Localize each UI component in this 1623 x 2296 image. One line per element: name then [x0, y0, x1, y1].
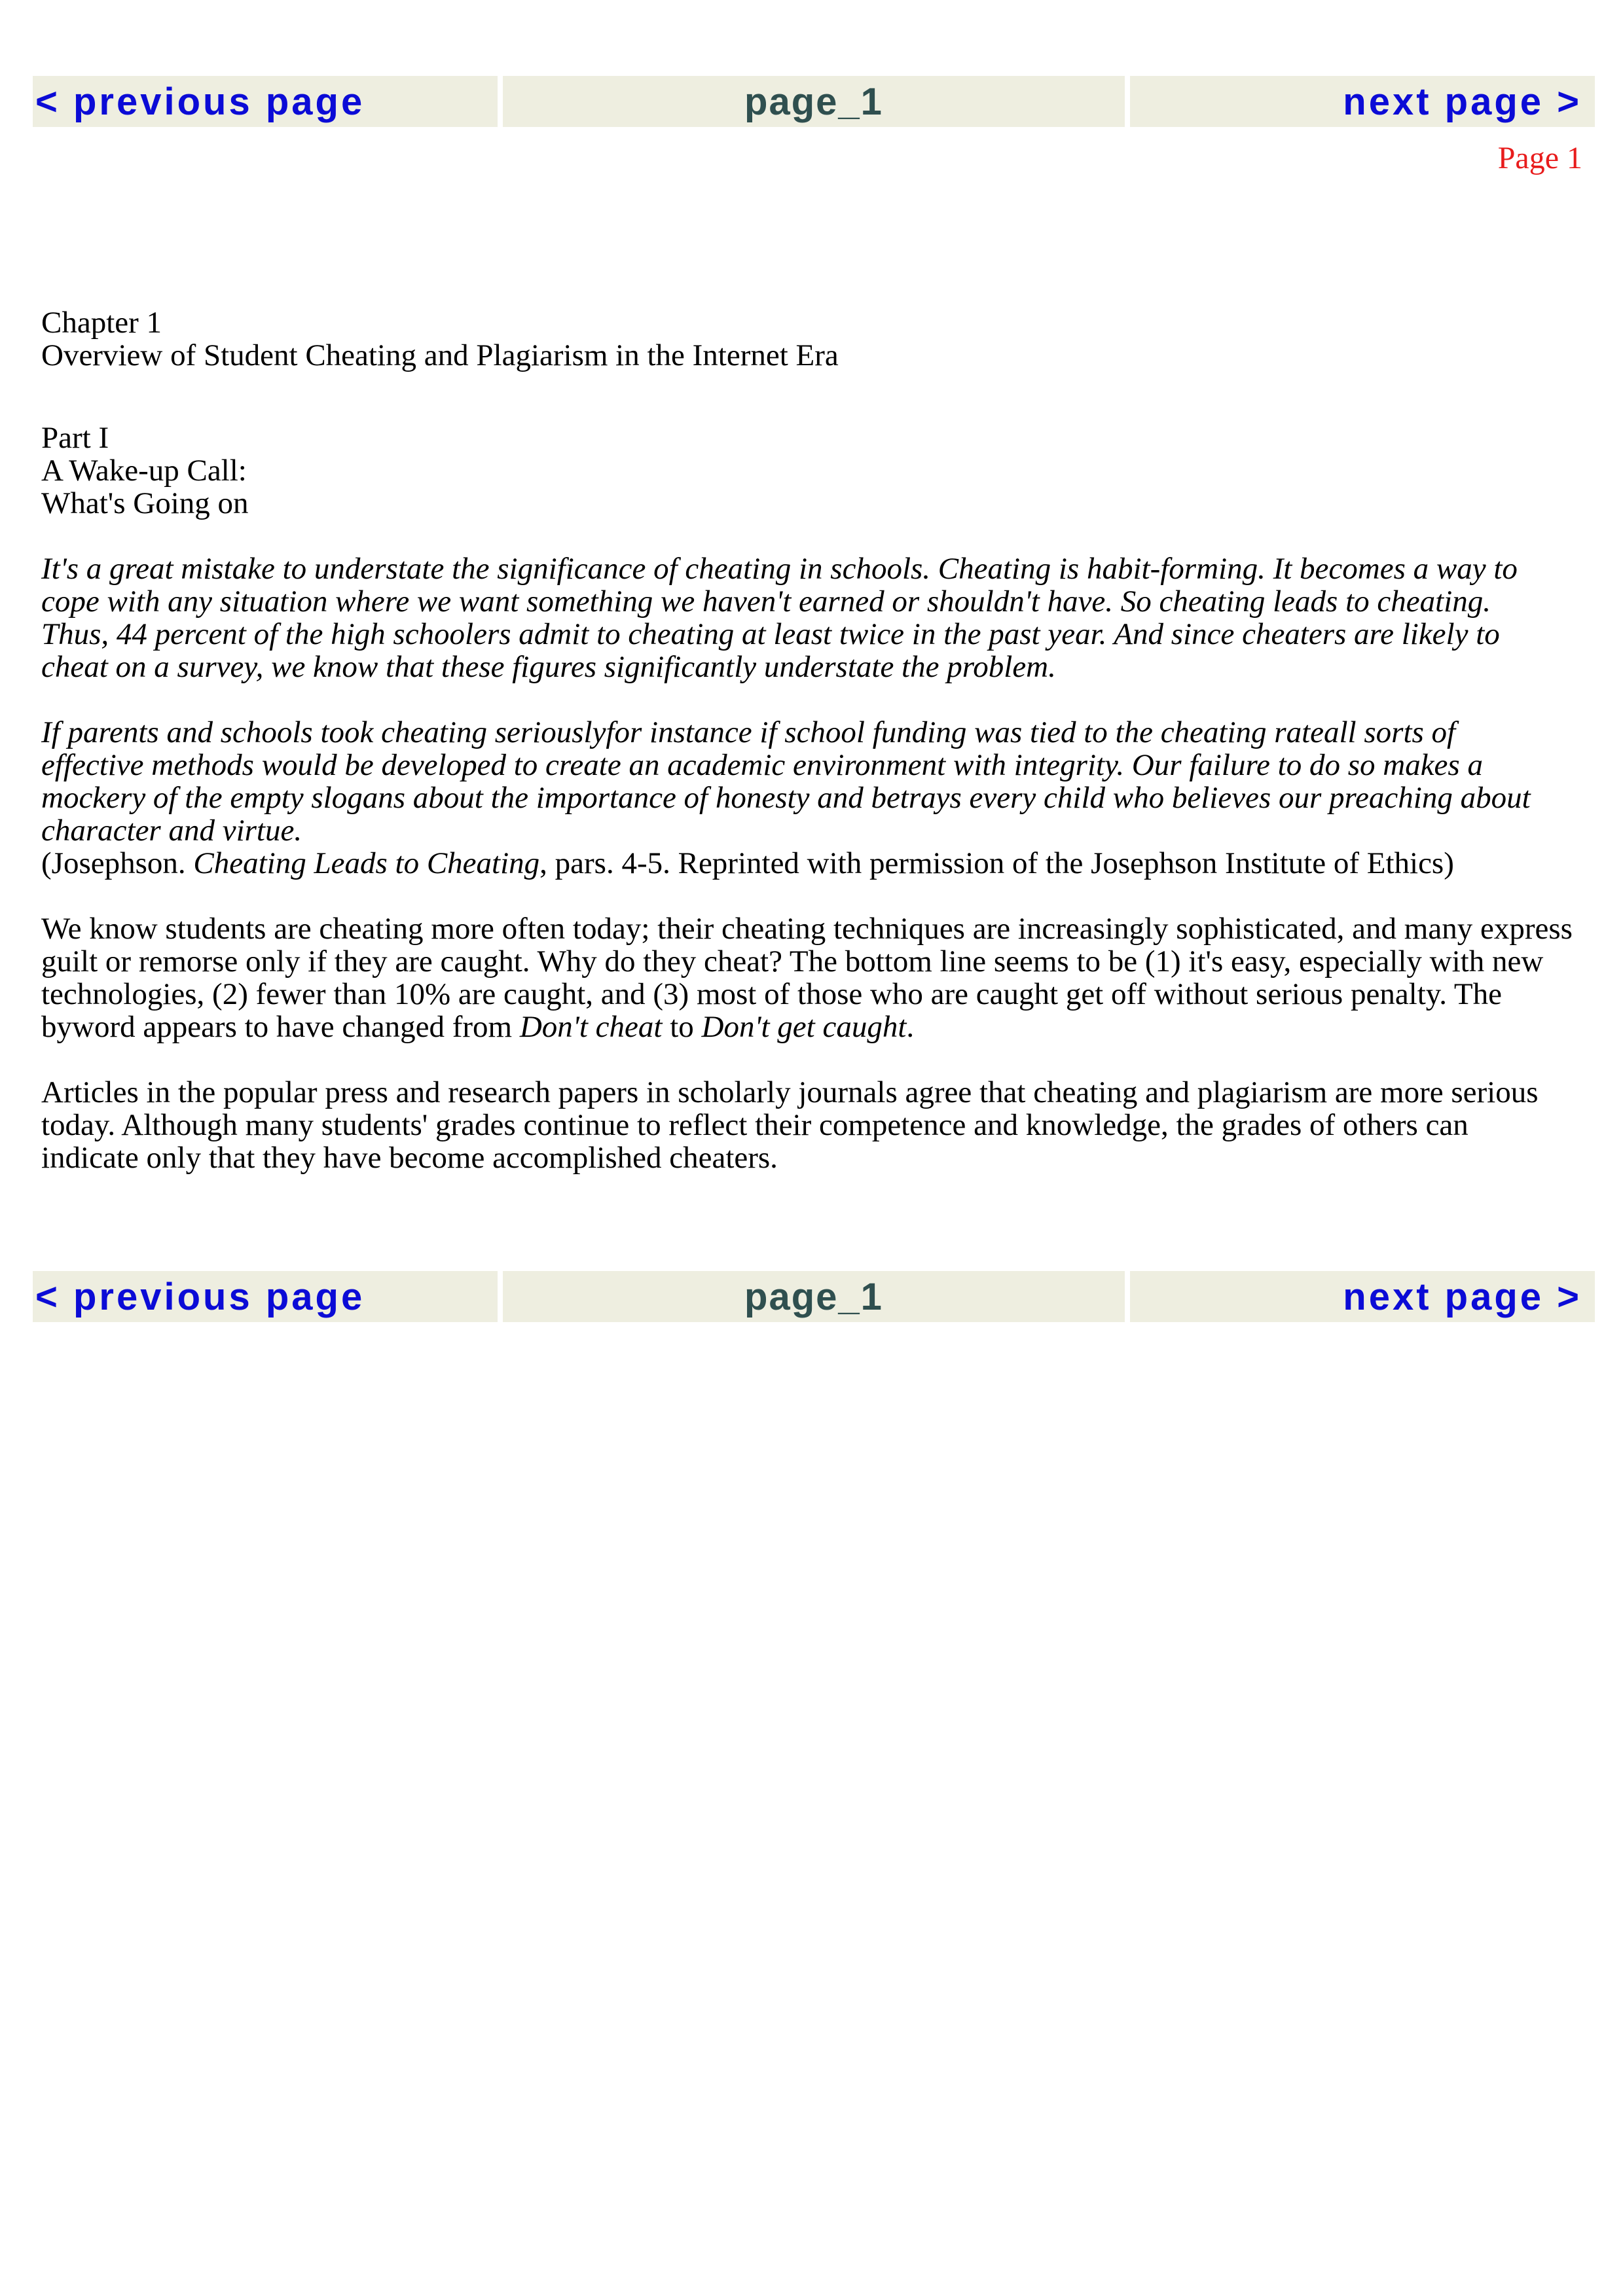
document-content: [41, 306, 1573, 1174]
chapter-label: Chapter 1: [41, 306, 162, 340]
citation-prefix: (Josephson.: [41, 846, 194, 880]
page-number-marker: Page 1: [1497, 141, 1582, 175]
previous-page-link[interactable]: < previous page: [33, 1271, 498, 1322]
previous-page-link[interactable]: < previous page: [33, 76, 498, 127]
part-title-line-1: A Wake-up Call:: [41, 454, 247, 488]
epigraph-paragraph-2: If parents and schools took cheating seriouslyfor instance if school funding was tied to the cheating rateall sorts of effective methods would be developed to create an academic environment with integrity. Our failure to do so makes a mockery of the empty slogans about the importance of honesty and betrays every child who believes our preaching about character and virtue.: [41, 715, 1531, 848]
epigraph-paragraph-1: It's a great mistake to understate the significance of cheating in schools. Cheating is habit-forming. It becomes a way to cope with any situation where we want something we haven't earned or shouldn't have. So cheating leads to cheating. Thus, 44 percent of the high schoolers admit to cheating at least twice in the past year. And since cheaters are likely to cheat on a survey, we know that these figures significantly understate the problem.: [41, 552, 1518, 684]
body-paragraph-1-connector: to: [662, 1010, 702, 1044]
current-page-label: page_1: [503, 1271, 1125, 1322]
epigraph-citation: [41, 847, 1514, 880]
next-page-link[interactable]: next page >: [1130, 76, 1595, 127]
next-page-link[interactable]: next page >: [1130, 1271, 1595, 1322]
body-paragraph-1: [41, 912, 1573, 1043]
citation-suffix: , pars. 4-5. Reprinted with permission of the Josephson Institute of Ethics): [539, 846, 1454, 880]
body-paragraph-1-emphasis-1: Don't cheat: [519, 1010, 663, 1044]
body-paragraph-1-end: .: [906, 1010, 915, 1044]
chapter-title: Overview of Student Cheating and Plagiarism in the Internet Era: [41, 338, 839, 372]
bottom-navigation-bar: [33, 1271, 1595, 1322]
part-title-line-2: What's Going on: [41, 486, 249, 520]
body-paragraph-1-text: We know students are cheating more often today; their cheating techniques are increasingly sophisticated, and many express guilt or remorse only if they are caught. Why do they cheat? The bottom line seems to be (1) it's easy, especially with new technologies, (2) fewer than 10% are caught, and (3) most of those who are caught get off without serious penalty. The byword appears to have changed from: [41, 912, 1573, 1044]
part-label: Part I: [41, 421, 109, 455]
body-paragraph-2: Articles in the popular press and research papers in scholarly journals agree that cheating and plagiarism are more serious today. Although many students' grades continue to reflect their competence and knowledge, the grades of others can indicate only that they have become accomplished cheaters.: [41, 1075, 1539, 1175]
top-navigation-bar: [33, 76, 1595, 127]
body-paragraph-1-emphasis-2: Don't get caught: [701, 1010, 907, 1044]
current-page-label: page_1: [503, 76, 1125, 127]
citation-work-title: Cheating Leads to Cheating: [193, 846, 540, 880]
